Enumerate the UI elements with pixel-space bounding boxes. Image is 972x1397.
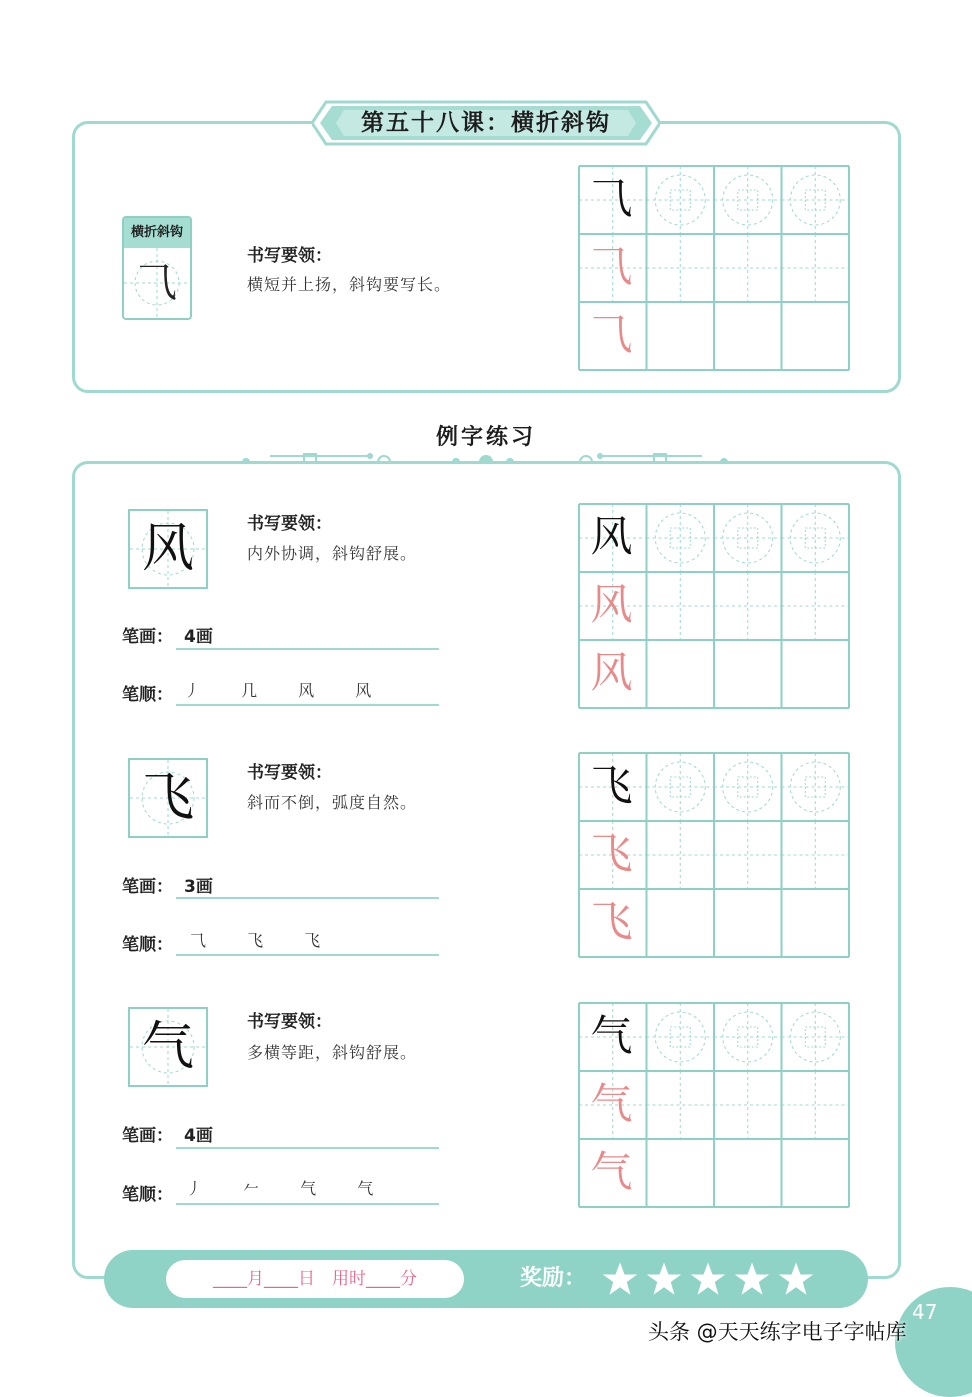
stroke-order: 丿 几 风 风 [184,681,390,700]
practice-grid-example[interactable] [578,1002,849,1206]
example-char: 风 [141,519,194,579]
star-icon[interactable] [690,1261,726,1297]
example-tip-text: 多横等距，斜钩舒展。 [247,1043,418,1062]
example-tip-text: 内外协调，斜钩舒展。 [247,544,418,563]
stroke-order: 丿 𠂉 气 气 [186,1179,392,1198]
lesson-title: 第五十八课：横折斜钩 [361,110,611,136]
stroke-glyph: ⺄ [137,260,177,306]
page-number: 47 [912,1300,938,1324]
lesson-banner [312,100,660,146]
strokes-value: 3画 [184,877,213,897]
strokes-label: 笔画： [122,877,173,897]
stroke-card [122,216,192,320]
grid-char-pink: ⺄ [590,242,633,291]
watermark: 头条 @天天练字电子字帖库 [648,1320,907,1344]
reward-label: 奖励： [520,1266,587,1291]
practice-grid-example[interactable] [578,503,849,707]
lesson-tip-label: 书写要领： [247,246,332,266]
lesson-tip-text: 横短并上扬，斜钩要写长。 [247,275,452,294]
grid-char-black: 风 [590,512,633,561]
example-glyph-box [128,758,208,838]
date-field[interactable]: ____月____日 用时____分 [166,1260,464,1298]
star-icon[interactable] [646,1261,682,1297]
order-label: 笔顺： [122,935,173,955]
example-glyph-box [128,1007,208,1087]
star-icon[interactable] [778,1261,814,1297]
example-tip-text: 斜而不倒，弧度自然。 [247,793,418,812]
grid-char-pink: 风 [590,648,633,697]
order-label: 笔顺： [122,1185,173,1205]
footer-bar [104,1250,868,1308]
grid-char-pink: ⺄ [590,310,633,359]
practice-grid-example[interactable] [578,752,849,956]
grid-char-pink: 飞 [590,829,633,878]
strokes-value: 4画 [184,627,213,647]
grid-char-black: 飞 [590,761,633,810]
example-glyph-box [128,509,208,589]
strokes-value: 4画 [184,1126,213,1146]
star-icon[interactable] [734,1261,770,1297]
example-tip-label: 书写要领： [247,1012,332,1032]
star-icon[interactable] [602,1261,638,1297]
section-title: 例字练习 [435,425,536,450]
grid-char-black: 气 [590,1011,633,1060]
example-char: 飞 [141,768,194,828]
example-char: 气 [141,1017,194,1077]
grid-char-pink: 气 [590,1147,633,1196]
stroke-name: 横折斜钩 [124,218,190,248]
grid-char-pink: 风 [590,580,633,629]
practice-grid-lesson[interactable] [578,165,849,369]
grid-char-pink: 气 [590,1079,633,1128]
strokes-label: 笔画： [122,627,173,647]
grid-char-pink: 飞 [590,897,633,946]
strokes-label: 笔画： [122,1126,173,1146]
grid-char-black: ⺄ [590,174,633,223]
example-tip-label: 书写要领： [247,514,332,534]
order-label: 笔顺： [122,685,173,705]
example-tip-label: 书写要领： [247,763,332,783]
stroke-order: ⺄ 飞 飞 [190,931,339,950]
